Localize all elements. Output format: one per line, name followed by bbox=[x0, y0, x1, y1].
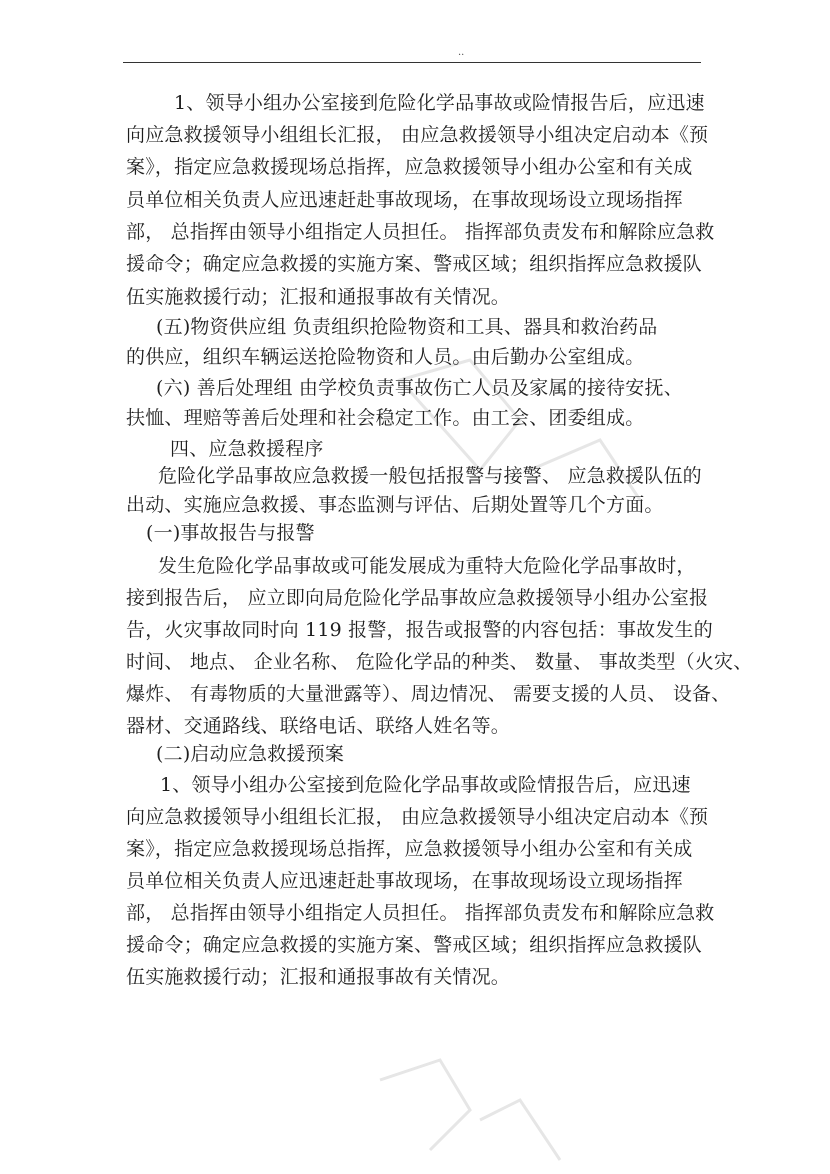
paragraph-line: 发生危险化学品事故或可能发展成为重特大危险化学品事故时， bbox=[158, 555, 696, 577]
paragraph-line: 援命令；确定应急救援的实施方案、警戒区域；组织指挥应急救援队 bbox=[126, 934, 703, 956]
paragraph-line: 1、领导小组办公室接到危险化学品事故或险情报告后，应迅速 bbox=[160, 774, 691, 796]
watermark-stroke bbox=[480, 1100, 560, 1160]
section-heading: 四、应急救援程序 bbox=[170, 438, 324, 460]
paragraph-line: 向应急救援领导小组组长汇报， 由应急救援领导小组决定启动本《预 bbox=[126, 124, 709, 146]
paragraph-line: (六) 善后处理组 由学校负责事故伤亡人员及家属的接待安抚、 bbox=[156, 377, 683, 399]
paragraph-line: 员单位相关负责人应迅速赶赴事故现场，在事故现场设立现场指挥 bbox=[126, 189, 683, 211]
header-mark: ·· bbox=[458, 50, 465, 61]
paragraph-line: 伍实施救援行动；汇报和通报事故有关情况。 bbox=[126, 966, 511, 988]
paragraph-line: (五)物资供应组 负责组织抢险物资和工具、器具和救治药品 bbox=[156, 316, 658, 338]
paragraph-line: 告，火灾事故同时向 119 报警，报告或报警的内容包括：事故发生的 bbox=[126, 619, 713, 641]
paragraph-line: 时间、 地点、 企业名称、 危险化学品的种类、 数量、 事故类型（火灾、 bbox=[126, 651, 753, 673]
paragraph-line: 器材、交通路线、联络电话、联络人姓名等。 bbox=[126, 715, 511, 737]
paragraph-line: 向应急救援领导小组组长汇报， 由应急救援领导小组决定启动本《预 bbox=[126, 806, 709, 828]
paragraph-line: 出动、实施应急救援、事态监测与评估、后期处置等几个方面。 bbox=[126, 494, 664, 516]
paragraph-line: 危险化学品事故应急救援一般包括报警与接警、 应急救援队伍的 bbox=[158, 465, 702, 487]
paragraph-line: 接到报告后， 应立即向局危险化学品事故应急救援领导小组办公室报 bbox=[126, 587, 709, 609]
paragraph-line: 部， 总指挥由领导小组指定人员担任。 指挥部负责发布和解除应急救 bbox=[126, 221, 715, 243]
paragraph-line: 伍实施救援行动；汇报和通报事故有关情况。 bbox=[126, 286, 511, 308]
paragraph-line: 扶恤、理赔等善后处理和社会稳定工作。由工会、团委组成。 bbox=[126, 407, 645, 429]
header-rule bbox=[123, 62, 701, 63]
paragraph-line: 的供应，组织车辆运送抢险物资和人员。由后勤办公室组成。 bbox=[126, 346, 645, 368]
paragraph-line: 1、领导小组办公室接到危险化学品事故或险情报告后，应迅速 bbox=[174, 92, 705, 114]
paragraph-line: 部， 总指挥由领导小组指定人员担任。 指挥部负责发布和解除应急救 bbox=[126, 902, 715, 924]
paragraph-line: 案》，指定应急救援现场总指挥，应急救援领导小组办公室和有关成 bbox=[126, 838, 693, 860]
paragraph-line: 爆炸、 有毒物质的大量泄露等）、周边情况、 需要支援的人员、 设备、 bbox=[126, 683, 731, 705]
paragraph-line: 援命令；确定应急救援的实施方案、警戒区域；组织指挥应急救援队 bbox=[126, 253, 703, 275]
subsection-heading: (一)事故报告与报警 bbox=[146, 522, 315, 544]
watermark-stroke bbox=[380, 1060, 470, 1150]
subsection-heading: (二)启动应急救援预案 bbox=[156, 743, 345, 765]
paragraph-line: 员单位相关负责人应迅速赶赴事故现场，在事故现场设立现场指挥 bbox=[126, 870, 683, 892]
paragraph-line: 案》，指定应急救援现场总指挥，应急救援领导小组办公室和有关成 bbox=[126, 156, 693, 178]
